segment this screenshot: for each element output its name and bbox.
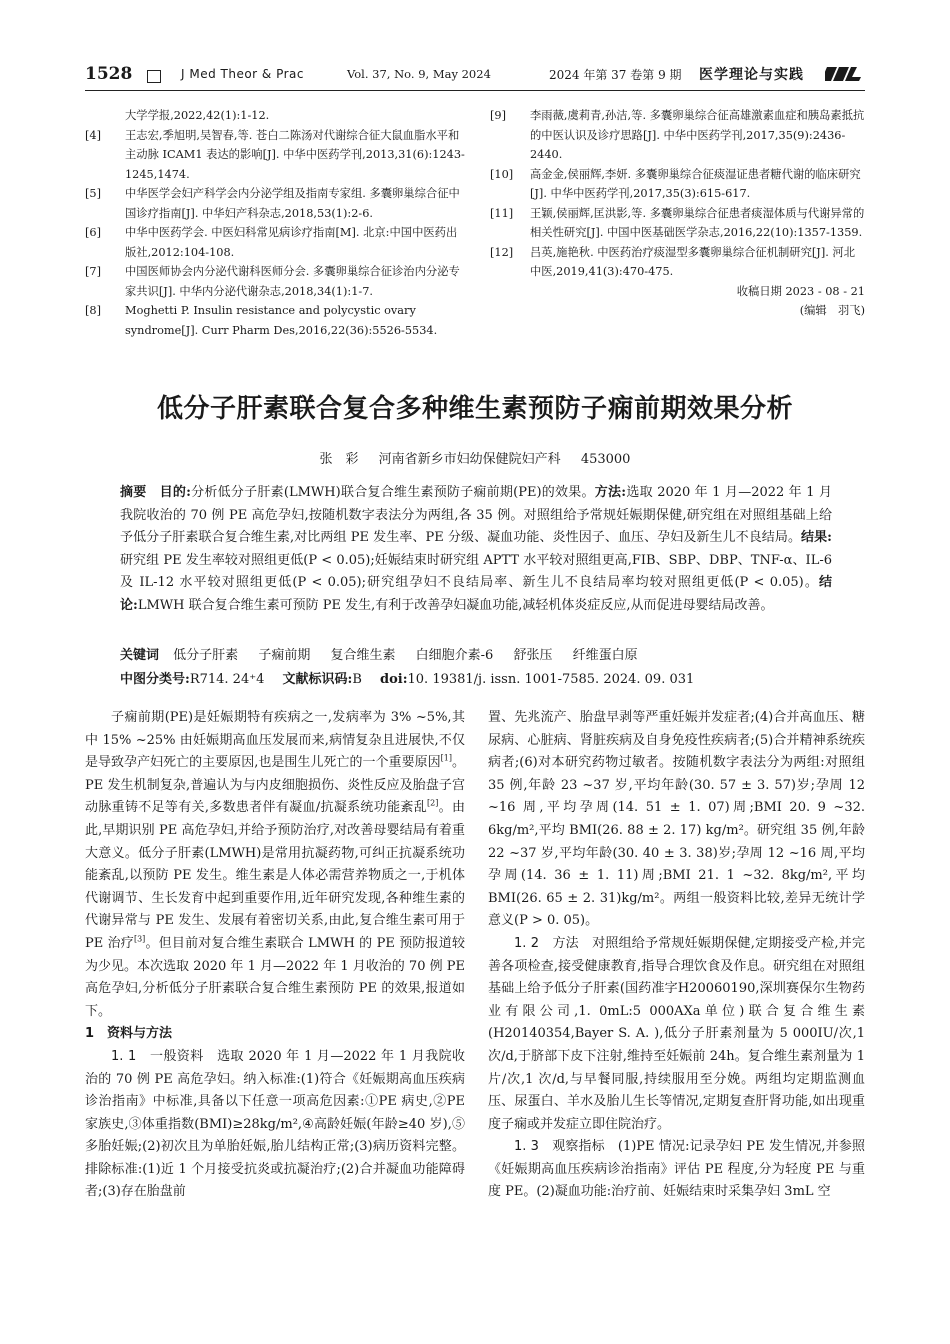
keywords-label: 关键词 [120, 648, 160, 663]
reference-number: [7] [85, 265, 102, 278]
conclusion-text: LMWH 联合复合维生素可预防 PE 发生,有利于改善孕妇凝血功能,减轻机体炎症反应,从而促进母婴结局改善。 [137, 597, 774, 613]
volume-en: Vol. 37, No. 9, May 2024 [347, 67, 491, 81]
keyword: 子痫前期 [258, 648, 311, 663]
journal-name-cn: 医学理论与实践 [699, 67, 804, 83]
reference-item [85, 184, 465, 223]
general-data-paragraph [85, 1046, 465, 1204]
author-name: 张 彩 [319, 452, 359, 467]
method-paragraph [488, 933, 865, 1136]
doc-code-label: 文献标识码: [282, 672, 353, 687]
received-date: 收稿日期 2023 - 08 - 21 [736, 284, 865, 298]
affiliation: 河南省新乡市妇幼保健院妇产科 [378, 452, 561, 467]
subsection-heading: 1. 3 观察指标 [514, 1139, 605, 1155]
references-right [490, 106, 865, 321]
abstract [120, 482, 832, 617]
header-rule [85, 90, 865, 91]
indicator-paragraph [488, 1136, 865, 1204]
citation: [3] [133, 934, 146, 944]
result-label: 结果: [801, 530, 832, 545]
reference-number: [4] [85, 128, 102, 142]
reference-item [85, 126, 465, 185]
keyword: 低分子肝素 [173, 648, 239, 663]
reference-text: 李雨薇,虞莉青,孙洁,等. 多囊卵巢综合征高雄激素血症和胰岛素抵抗的中医认识及诊疗思路[J]. 中华中医药学刊,2017,35(9):2436-2440. [530, 109, 865, 161]
reference-item [85, 301, 465, 340]
keyword: 舒张压 [513, 648, 553, 663]
intro-paragraph [85, 707, 465, 1023]
subsection-heading: 1. 1 一般资料 [111, 1048, 204, 1064]
doc-code-value: B [352, 672, 362, 687]
postcode: 453000 [580, 452, 631, 467]
keyword: 纤维蛋白原 [572, 648, 638, 663]
citation: [2] [427, 799, 439, 809]
method-text: 选取 2020 年 1 月—2022 年 1 月我院收治的 70 例 PE 高危孕妇,按随机数字表法分为两组,各 35 例。对照组给予常规妊娠期保健,研究组在对照组基础上给予低分子肝素联合复合维生素,对比两组 PE 发生率、PE 分级、凝血功能、炎性因子、血压、孕妇及新生儿不良结局。 [120, 485, 832, 545]
keyword: 复合维生素 [330, 648, 396, 663]
general-data-text: 选取 2020 年 1 月—2022 年 1 月我院收治的 70 例 PE 高危孕妇。纳入标准:(1)符合《妊娠期高血压疾病诊治指南》中标准,具备以下任意一项高危因素:①PE 病史,②PE 家族史,③体重指数(BMI)≥28kg/m²,④高龄妊娠(年龄≥40 岁),⑤多胎妊娠;(2)初次且为单胎妊娠,胎儿结构正常;(3)病历资料完整。排除标准:(1)近 1 个月接受抗炎或抗凝治疗;(2)合并凝血功能障碍者;(3)存在胎盘前 [85, 1048, 465, 1200]
doi-label: doi: [380, 672, 408, 687]
reference-text: 中国医师协会内分泌代谢科医师分会. 多囊卵巢综合征诊治内分泌专家共识[J]. 中华内分泌代谢杂志,2018,34(1):1-7. [125, 265, 460, 298]
reference-number: [11] [490, 206, 514, 220]
reference-number: [10] [490, 167, 514, 181]
reference-text: 吕英,施艳秋. 中医药治疗痰湿型多囊卵巢综合征机制研究[J]. 河北中医,2019,41(3):470-475. [530, 245, 856, 278]
keyword: 白细胞介素-6 [415, 648, 494, 663]
reference-number: [9] [490, 109, 507, 122]
section-heading: 1 资料与方法 [85, 1026, 173, 1042]
intro-text: 。由此,早期识别 PE 高危孕妇,并给予预防治疗,对改善母婴结局有着重大意义。低分子肝素(LMWH)是常用抗凝药物,可纠正抗凝系统功能紊乱,以预防 PE 发生。维生素是人体必需营养物质之一,于机体代谢调节、生长发育中起到重要作用,近年研究发现,各种维生素的代谢异常与 PE 发生、发展有着密切关系,由此,复合维生素可用于 PE 治疗 [85, 800, 465, 951]
reference-item [490, 243, 865, 282]
intro-text: 。但目前对复合维生素联合 LMWH 的 PE 预防报道较为少见。本次选取 2020 年 1 月—2022 年 1 月收治的 70 例 PE 高危孕妇,分析低分子肝素联合复合维生素预防 PE 的效果,报道如下。 [85, 935, 465, 1019]
reference-number: [6] [85, 226, 102, 239]
reference-item [490, 165, 865, 204]
body-right-column [488, 707, 865, 1204]
result-text: 研究组 PE 发生率较对照组更低(P < 0.05);妊娠结束时研究组 APTT 水平较对照组更高,FIB、SBP、DBP、TNF-α、IL-6 及 IL-12 水平较对照组更低(P < 0.05);研究组孕妇不良结局率、新生儿不良结局率均较对照组更低(P < 0.05)。 [120, 552, 832, 590]
reference-item [85, 106, 465, 126]
article-title: 低分子肝素联合复合多种维生素预防子痫前期效果分析 [156, 394, 793, 424]
keywords [120, 644, 832, 663]
body-left-column [85, 707, 465, 1204]
reference-text: 中华医学会妇产科学会内分泌学组及指南专家组. 多囊卵巢综合征中国诊疗指南[J]. 中华妇产科杂志,2018,53(1):2-6. [125, 187, 460, 220]
reference-text: 高金金,侯丽辉,李妍. 多囊卵巢综合征痰湿证患者糖代谢的临床研究[J]. 中华中医药学刊,2017,35(3):615-617. [530, 167, 861, 200]
journal-logo-icon [825, 64, 865, 84]
reference-number: [12] [490, 245, 514, 259]
reference-number: [8] [85, 304, 102, 317]
objective-text: 分析低分子肝素(LMWH)联合复合维生素预防子痫前期(PE)的效果。 [190, 485, 595, 500]
running-header [85, 64, 865, 88]
header-box-icon [147, 70, 161, 83]
intro-text: 。PE 发生机制复杂,普遍认为与内皮细胞损伤、炎性反应及胎盘子宫动脉重铸不足等有关,多数患者伴有凝血/抗凝系统功能紊乱 [85, 755, 465, 816]
author-line [85, 448, 865, 467]
citation: [1] [440, 753, 452, 763]
clc-label: 中图分类号: [120, 672, 190, 687]
reference-item [490, 204, 865, 243]
intro-text: 子痫前期(PE)是妊娠期特有疾病之一,发病率为 3% ~5%,其中 15% ~25% 由妊娠期高血压发展而来,病情复杂且进展快,不仅是导致孕产妇死亡的主要原因,也是围生儿死亡的一个重要原因 [85, 710, 465, 771]
editor-note: (编辑 羽飞) [799, 304, 865, 317]
volume-cn: 2024 年第 37 卷第 9 期 [549, 68, 682, 82]
reference-item [490, 106, 865, 165]
method-body-text: 对照组给予常规妊娠期保健,定期接受产检,并完善各项检查,接受健康教育,指导合理饮食及作息。研究组在对照组基础上给予低分子肝素(国药准字H20060190,深圳赛保尔生物药业有限公司,1. 0mL:5 000AXa单位)联合复合维生素(H20140354,Bayer S. A. ),低分子肝素剂量为 5 000IU/次,1 次/d,于脐部下皮下注射,维持至妊娠前 24h。复合维生素剂量为 1 片/次,1 次/d,与早餐同服,持续服用至分娩。两组均定期监测血压、尿蛋白、羊水及胎儿生长等情况,定期复查肝肾功能,如出现重度子痫或并发症立即住院治疗。 [488, 935, 865, 1132]
subsection-heading: 1. 2 方法 [514, 935, 579, 951]
reference-text: 中华中医药学会. 中医妇科常见病诊疗指南[M]. 北京:中国中医药出版社,2012:104-108. [125, 226, 458, 259]
reference-text: 王颖,侯丽辉,匡洪影,等. 多囊卵巢综合征患者痰湿体质与代谢异常的相关性研究[J]. 中国中医基础医学杂志,2016,22(10):1357-1359. [530, 206, 865, 239]
abstract-label: 摘要 [120, 485, 147, 500]
clc-value: R714. 24⁺4 [189, 672, 265, 687]
reference-item [85, 223, 465, 262]
doi-value: 10. 19381/j. issn. 1001-7585. 2024. 09. 031 [407, 672, 695, 687]
conclusion-label: 结论: [120, 575, 832, 613]
page-number: 1528 [85, 64, 133, 84]
references-left [85, 106, 465, 340]
method-label: 方法: [594, 485, 627, 500]
reference-text: Moghetti P. Insulin resistance and polycystic ovary syndrome[J]. Curr Pharm Des,2016,22(36):5526-5534. [125, 304, 438, 337]
reference-number: [5] [85, 187, 102, 200]
journal-name-en: J Med Theor & Prac [181, 67, 305, 81]
objective-label: 目的: [159, 485, 191, 500]
general-data-continued: 置、先兆流产、胎盘早剥等严重妊娠并发症者;(4)合并高血压、糖尿病、心脏病、肾脏疾病及自身免疫性疾病者;(5)合并精神系统疾病者;(6)对本研究药物过敏者。按随机数字表法分为两组:对照组 35 例,年龄 23 ~37 岁,平均年龄(30. 57 ± 3. 57)岁;孕周 12 ~16 周,平均孕周(14. 51 ± 1. 07)周;BMI 20. 9 ~32. 6kg/m²,平均 BMI(26. 88 ± 2. 17) kg/m²。研究组 35 例,年龄 22 ~37 岁,平均年龄(30. 40 ± 3. 38)岁;孕周 12 ~16 周,平均孕周(14. 36 ± 1. 11)周;BMI 21. 1 ~32. 8kg/m²,平均 BMI(26. 65 ± 2. 31)kg/m²。两组一般资料比较,差异无统计学意义(P > 0. 05)。 [488, 710, 865, 929]
reference-text: 大学学报,2022,42(1):1-12. [125, 109, 270, 122]
reference-text: 王志宏,季旭明,吴智春,等. 苍白二陈汤对代谢综合征大鼠血脂水平和主动脉 ICAM1 表达的影响[J]. 中华中医药学刊,2013,31(6):1243-1245,1474. [125, 128, 465, 181]
classification-line [120, 668, 832, 687]
reference-item [85, 262, 465, 301]
indicator-text: (1)PE 情况:记录孕妇 PE 发生情况,并参照《妊娠期高血压疾病诊治指南》评估 PE 程度,分为轻度 PE 与重度 PE。(2)凝血功能:治疗前、妊娠结束时采集孕妇 3mL 空 [488, 1139, 865, 1200]
